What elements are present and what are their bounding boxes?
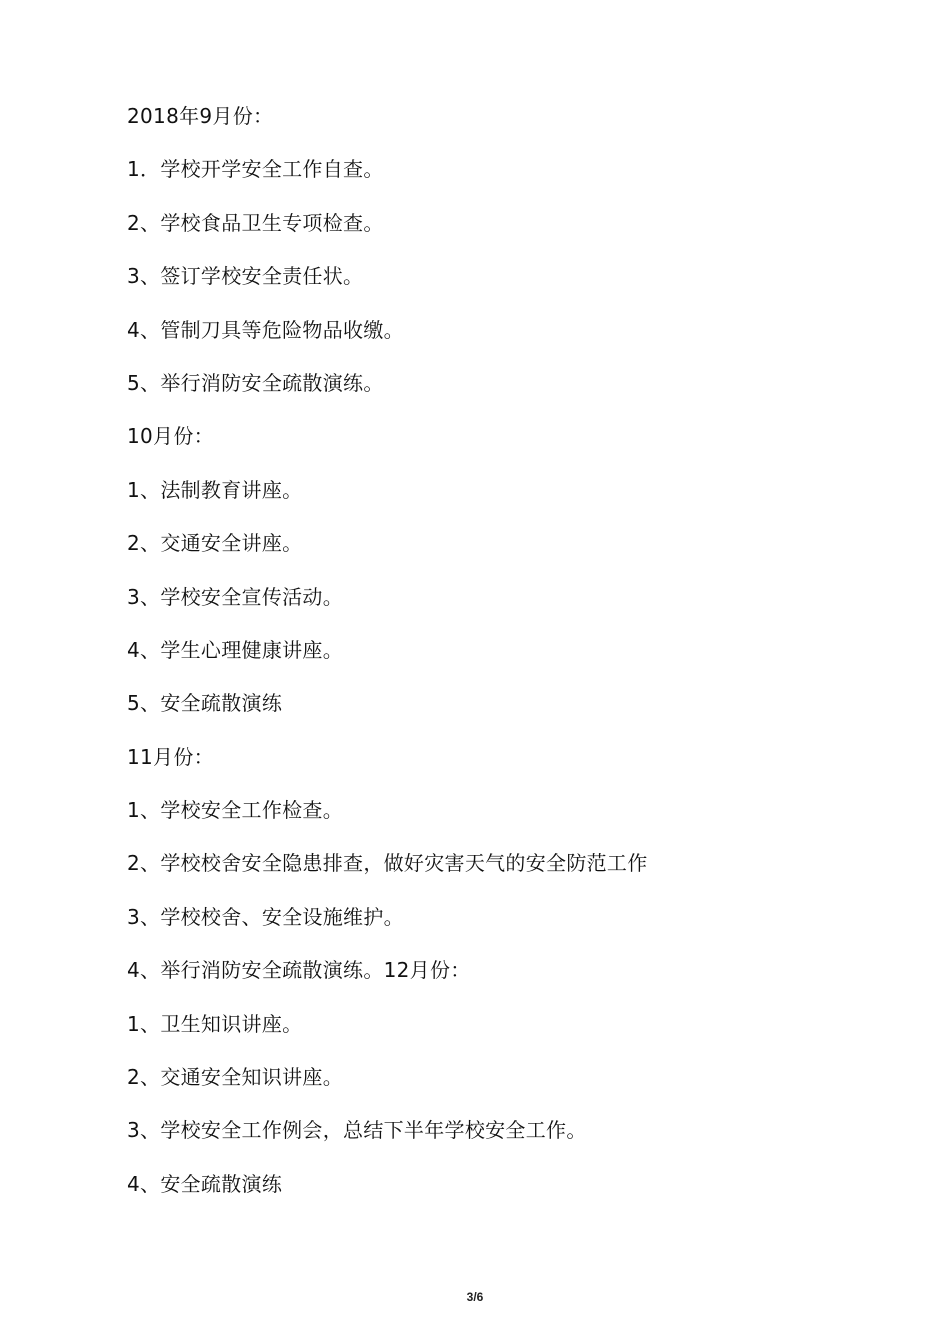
list-item: 5、安全疏散演练 <box>127 691 283 716</box>
list-item: 3、学校校舍、安全设施维护。 <box>127 904 404 929</box>
list-item: 3、学校安全宣传活动。 <box>127 584 344 609</box>
list-item: 1、学校安全工作检查。 <box>127 798 344 823</box>
heading-october: 10月份： <box>127 424 214 449</box>
list-item: 1、法制教育讲座。 <box>127 477 303 502</box>
heading-november: 11月份： <box>127 744 214 769</box>
list-item: 5、举行消防安全疏散演练。 <box>127 370 384 395</box>
page-number: 3/6 <box>466 1290 484 1304</box>
list-item: 2、交通安全知识讲座。 <box>127 1065 344 1090</box>
list-item: 4、举行消防安全疏散演练。12月份： <box>127 958 471 983</box>
list-item: 2、学校食品卫生专项检查。 <box>127 210 384 235</box>
heading-september: 2018年9月份： <box>127 104 274 128</box>
list-item: 2、学校校舍安全隐患排查，做好灾害天气的安全防范工作 <box>127 851 648 876</box>
list-item: 4、管制刀具等危险物品收缴。 <box>127 317 404 342</box>
list-item: 1．学校开学安全工作自查。 <box>127 157 384 182</box>
list-item: 4、安全疏散演练 <box>127 1171 283 1196</box>
list-item: 1、卫生知识讲座。 <box>127 1011 303 1036</box>
document-body <box>127 97 847 1218</box>
list-item: 4、学生心理健康讲座。 <box>127 637 344 662</box>
list-item: 3、学校安全工作例会，总结下半年学校安全工作。 <box>127 1118 587 1143</box>
list-item: 3、签订学校安全责任状。 <box>127 264 364 289</box>
list-item: 2、交通安全讲座。 <box>127 531 303 556</box>
